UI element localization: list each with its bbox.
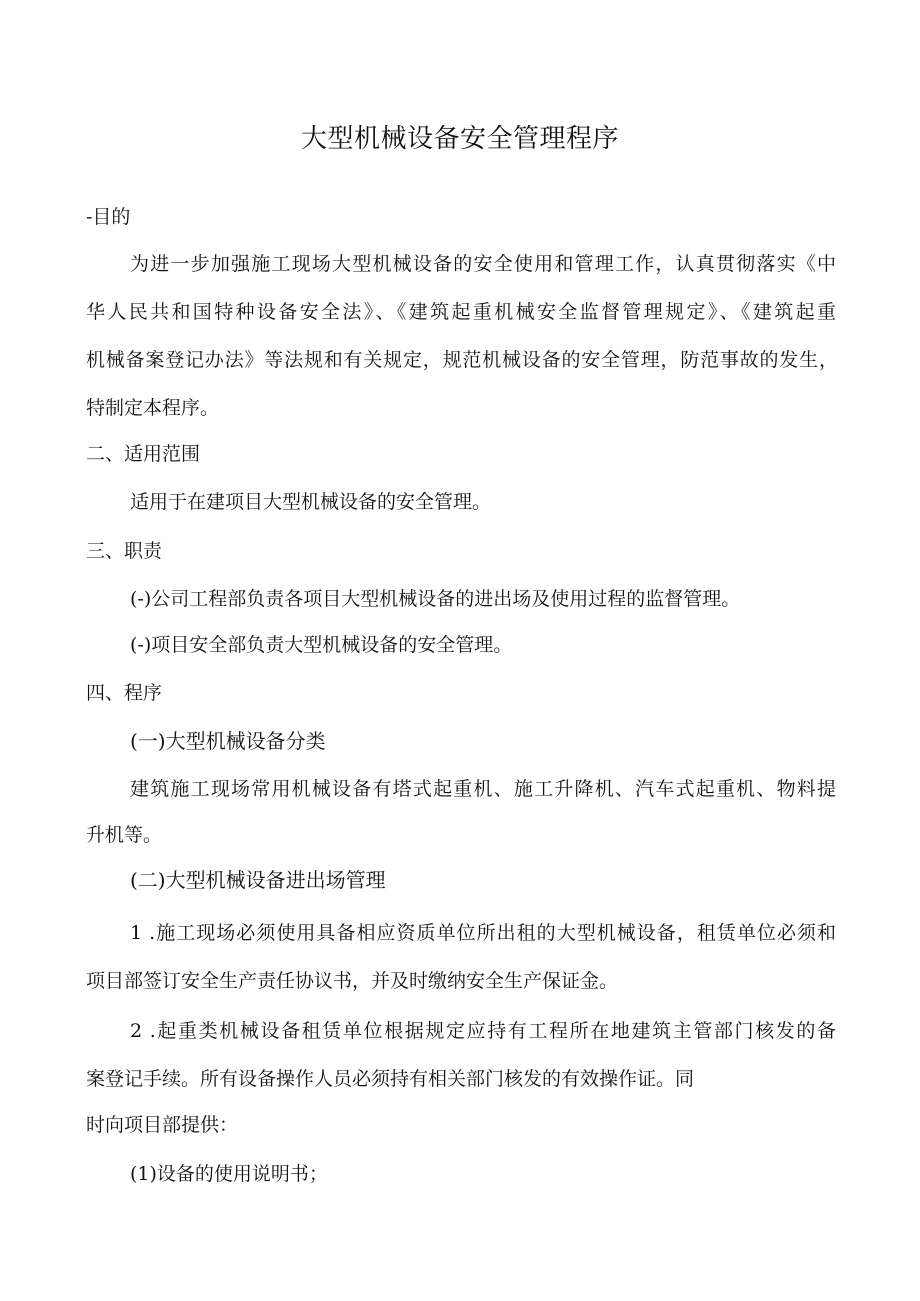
section-heading-purpose: -目的 [86, 206, 131, 228]
duty-item: (-)项目安全部负责大型机械设备的安全管理。 [130, 634, 513, 656]
duty-item: (-)公司工程部负责各项目大型机械设备的进出场及使用过程的监督管理。 [130, 588, 741, 610]
section-heading-procedure: 四、程序 [86, 682, 163, 704]
paragraph-line: 时向项目部提供： [86, 1114, 239, 1136]
paragraph-line: 机械备案登记办法》等法规和有关规定，规范机械设备的安全管理，防范事故的发生， [86, 349, 838, 371]
scope-text: 适用于在建项目大型机械设备的安全管理。 [130, 491, 492, 513]
paragraph-line: 特制定本程序。 [86, 397, 220, 419]
paragraph-line: 为进一步加强施工现场大型机械设备的安全使用和管理工作，认真贯彻落实《中 [130, 253, 836, 275]
paragraph-line: 项目部签订安全生产责任协议书，并及时缴纳安全生产保证金。 [86, 970, 619, 992]
paragraph-line: 华人民共和国特种设备安全法》、《建筑起重机械安全监督管理规定》、《建筑起重 [86, 301, 836, 323]
document-title: 大型机械设备安全管理程序 [300, 124, 619, 154]
paragraph-line: 案登记手续。所有设备操作人员必须持有相关部门核发的有效操作证。同 [86, 1068, 695, 1090]
paragraph-line: 升机等。 [86, 824, 163, 846]
subheading-classification: (一)大型机械设备分类 [130, 729, 326, 753]
list-item: (1)设备的使用说明书； [130, 1163, 328, 1185]
paragraph-line: 1 .施工现场必须使用具备相应资质单位所出租的大型机械设备，租赁单位必须和 [130, 922, 836, 944]
section-heading-duties: 三、职责 [86, 540, 163, 562]
section-heading-scope: 二、适用范围 [86, 443, 201, 465]
subheading-entry-exit: (二)大型机械设备进出场管理 [130, 868, 386, 892]
paragraph-line: 2 .起重类机械设备租赁单位根据规定应持有工程所在地建筑主管部门核发的备 [130, 1020, 836, 1042]
paragraph-line: 建筑施工现场常用机械设备有塔式起重机、施工升降机、汽车式起重机、物料提 [130, 778, 836, 800]
